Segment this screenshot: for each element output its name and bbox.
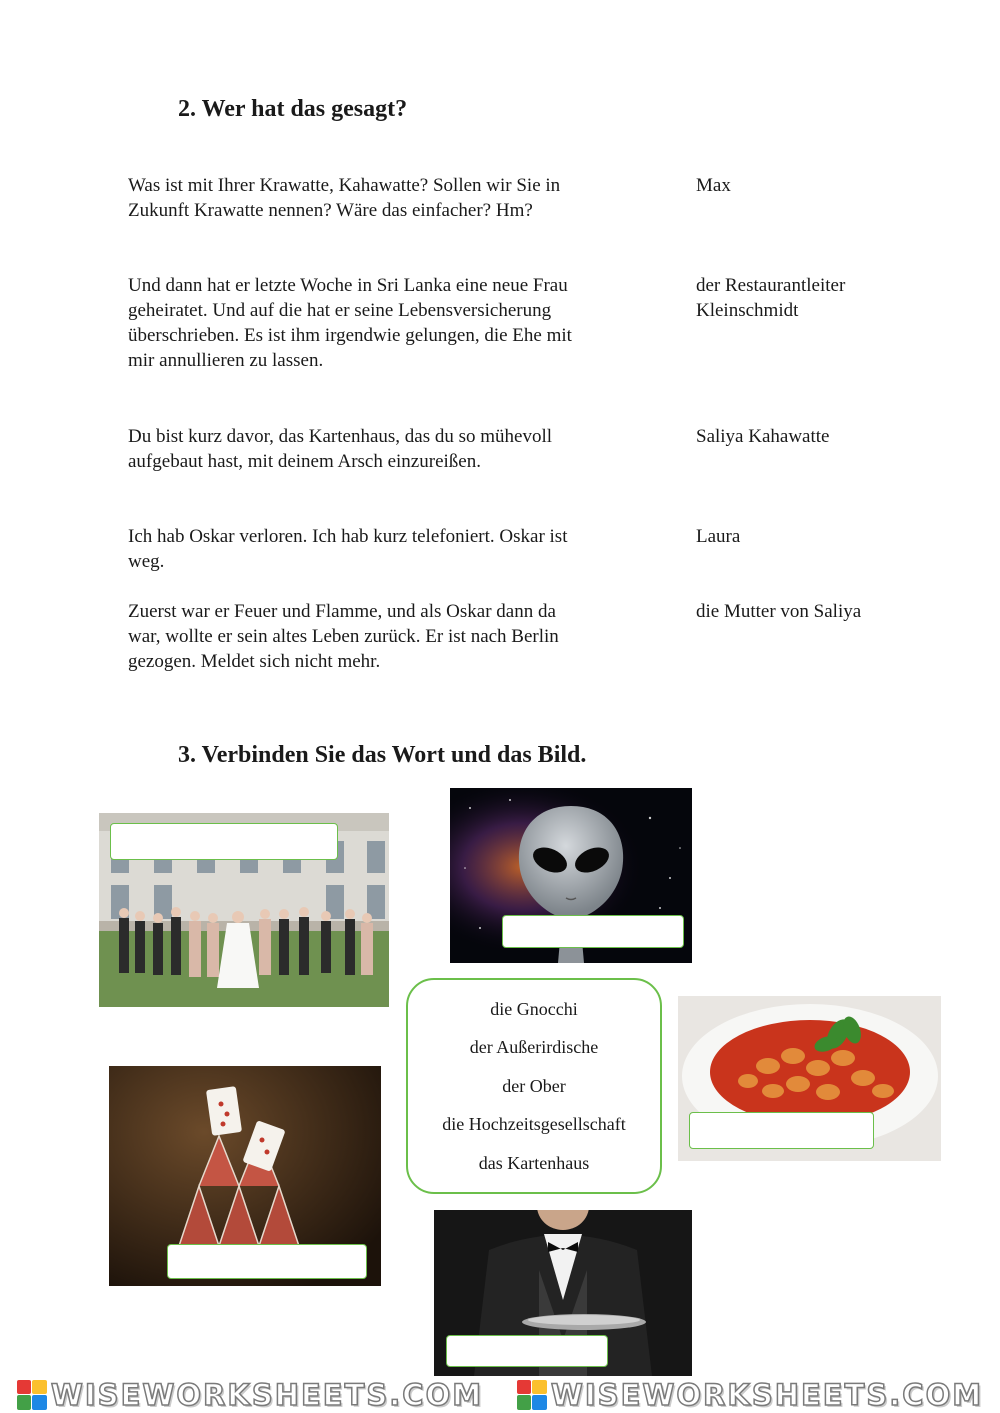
speaker-2: der Restaurantleiter Kleinschmidt xyxy=(696,275,846,321)
brand-right xyxy=(517,1378,983,1412)
footer-branding xyxy=(0,1376,1000,1413)
speaker-5: die Mutter von Saliya xyxy=(696,601,862,622)
word-bank-item: der Außerirdische xyxy=(469,1037,599,1058)
section-2-title: 2. Wer hat das gesagt? xyxy=(178,96,408,122)
logo-tile-blue xyxy=(532,1395,547,1410)
gnocchi-answer-box[interactable] xyxy=(689,1112,874,1149)
brand-text: WISEWORKSHEETS.COM xyxy=(550,1377,984,1412)
waiter-answer-box[interactable] xyxy=(446,1335,608,1367)
logo-tile-yellow xyxy=(32,1380,47,1395)
word-bank-item: die Gnocchi xyxy=(490,998,578,1019)
logo-tile-red xyxy=(17,1380,32,1395)
word-bank xyxy=(406,978,662,1194)
brand-left xyxy=(17,1378,483,1412)
quote-2: Und dann hat er letzte Woche in Sri Lanka eine neue Frau geheiratet. Und auf die hat er seine Lebensversicherung überschrieben. Es ist ihm irgendwie gelungen, die Ehe mit mir annullieren zu lassen. xyxy=(128,275,572,371)
word-bank-item: die Hochzeitsgesellschaft xyxy=(442,1114,626,1135)
speaker-4: Laura xyxy=(696,526,741,547)
alien-answer-box[interactable] xyxy=(502,915,684,948)
brand-logo-icon xyxy=(17,1380,47,1410)
wedding-answer-box[interactable] xyxy=(110,823,338,860)
section-3-title: 3. Verbinden Sie das Wort und das Bild. xyxy=(178,742,587,768)
quote-1: Was ist mit Ihrer Krawatte, Kahawatte? Sollen wir Sie in Zukunft Krawatte nennen? Wäre das einfacher? Hm? xyxy=(128,175,561,221)
brand-logo-icon xyxy=(517,1380,547,1410)
brand-text: WISEWORKSHEETS.COM xyxy=(50,1377,484,1412)
speaker-1: Max xyxy=(696,175,731,196)
quote-3: Du bist kurz davor, das Kartenhaus, das du so mühevoll aufgebaut hast, mit deinem Arsch einzureißen. xyxy=(128,426,553,472)
logo-tile-yellow xyxy=(532,1380,547,1395)
word-bank-item: der Ober xyxy=(502,1075,566,1096)
card-house-answer-box[interactable] xyxy=(167,1244,367,1279)
speaker-3: Saliya Kahawatte xyxy=(696,426,830,447)
logo-tile-green xyxy=(517,1395,532,1410)
quote-5: Zuerst war er Feuer und Flamme, und als Oskar dann da war, wollte er sein altes Leben zurück. Er ist nach Berlin gezogen. Meldet sich nicht mehr. xyxy=(128,601,559,672)
logo-tile-green xyxy=(17,1395,32,1410)
word-bank-item: das Kartenhaus xyxy=(478,1152,590,1173)
quote-4: Ich hab Oskar verloren. Ich hab kurz telefoniert. Oskar ist weg. xyxy=(128,526,568,572)
logo-tile-blue xyxy=(32,1395,47,1410)
logo-tile-red xyxy=(517,1380,532,1395)
